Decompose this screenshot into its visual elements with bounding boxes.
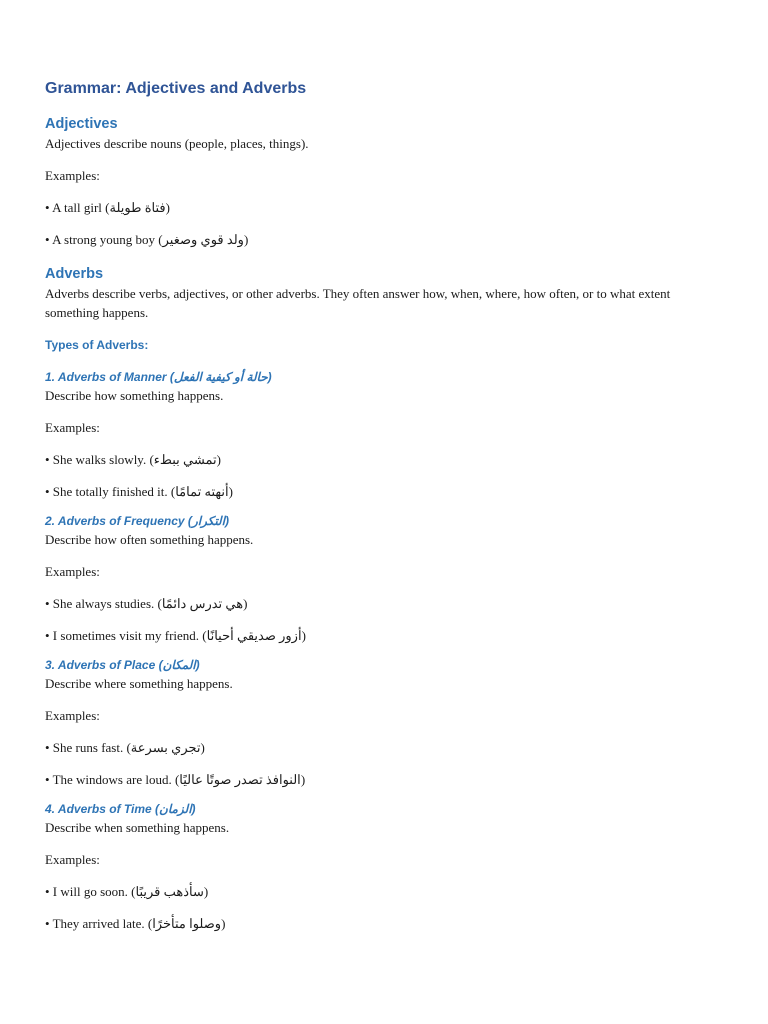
example-close: ) [200, 740, 205, 755]
heading-arabic: حالة أو كيفية الفعل [173, 370, 268, 384]
example-close: ) [243, 232, 249, 247]
example-english: • I will go soon. ( [45, 884, 136, 899]
heading-close: ) [224, 514, 229, 528]
adverbs-description: Adverbs describe verbs, adjectives, or other adverbs. They often answer how, when, where, how often, or to what extent something happens. [45, 286, 671, 320]
example-close: ) [216, 452, 221, 467]
example-english: • She runs fast. ( [45, 740, 131, 755]
heading-english: 1. Adverbs of Manner ( [45, 370, 174, 384]
example-close: ) [165, 200, 170, 215]
example-item [45, 594, 725, 613]
examples-label: Examples: [45, 708, 100, 723]
example-english: • She walks slowly. ( [45, 452, 154, 467]
example-arabic: تجري بسرعة [130, 740, 201, 755]
heading-arabic: المكان [162, 658, 196, 672]
adverb-type-manner [45, 368, 725, 501]
example-english: • She always studies. ( [45, 596, 162, 611]
adverb-type-time [45, 800, 725, 933]
example-arabic: سأذهب قريبًا [135, 884, 204, 899]
adjectives-description: Adjectives describe nouns (people, places, things). [45, 136, 309, 151]
types-of-adverbs-heading: Types of Adverbs: [45, 338, 149, 352]
example-arabic: تمشي ببطء [153, 452, 217, 467]
adverb-type-description: Describe when something happens. [45, 820, 230, 835]
example-arabic: وصلوا متأخرًا [152, 916, 222, 931]
adverb-type-heading [45, 368, 725, 386]
example-arabic: أنهته تمامًا [175, 484, 229, 499]
example-close: ) [301, 628, 306, 643]
example-close: ) [243, 596, 248, 611]
example-close: ) [300, 772, 306, 787]
heading-close: ) [195, 658, 200, 672]
adjectives-examples-label: Examples: [45, 168, 100, 183]
adverbs-heading: Adverbs [45, 266, 104, 282]
example-close: ) [221, 916, 226, 931]
example-arabic: هي تدرس دائمًا [161, 596, 244, 611]
adjectives-example [45, 230, 725, 249]
examples-label: Examples: [45, 420, 100, 435]
adverb-type-heading [45, 800, 725, 818]
example-english: • I sometimes visit my friend. ( [45, 628, 207, 643]
example-english: • She totally finished it. ( [45, 484, 176, 499]
heading-arabic: التكرار [191, 514, 225, 528]
adverb-type-frequency [45, 512, 725, 645]
example-arabic: فتاة طويلة [109, 200, 166, 215]
examples-label: Examples: [45, 564, 100, 579]
page-title: Grammar: Adjectives and Adverbs [45, 80, 307, 97]
example-close: ) [203, 884, 209, 899]
adverb-type-description: Describe where something happens. [45, 676, 233, 691]
heading-close: ) [191, 802, 196, 816]
example-item [45, 482, 725, 501]
heading-arabic: الزمان [159, 802, 192, 816]
heading-english: 3. Adverbs of Place ( [45, 658, 163, 672]
example-item [45, 882, 725, 901]
adverb-type-description: Describe how often something happens. [45, 532, 254, 547]
example-english: • The windows are loud. ( [45, 772, 180, 787]
example-english: • A tall girl ( [45, 200, 110, 215]
adverb-type-place [45, 656, 725, 789]
example-item [45, 770, 725, 789]
document-page [45, 78, 725, 933]
adjectives-example [45, 198, 725, 217]
heading-english: 2. Adverbs of Frequency ( [45, 514, 192, 528]
example-english: • They arrived late. ( [45, 916, 153, 931]
example-item [45, 450, 725, 469]
example-arabic: النوافذ تصدر صوتًا عاليًا [179, 772, 301, 787]
example-item [45, 914, 725, 933]
adjectives-heading: Adjectives [45, 116, 118, 132]
example-english: • A strong young boy ( [45, 232, 163, 247]
adverb-type-heading [45, 656, 725, 674]
example-arabic: ولد قوي وصغير [162, 232, 244, 247]
heading-close: ) [267, 370, 272, 384]
adjectives-section [45, 114, 725, 249]
example-close: ) [228, 484, 233, 499]
adverb-type-description: Describe how something happens. [45, 388, 224, 403]
examples-label: Examples: [45, 852, 100, 867]
example-item [45, 738, 725, 757]
example-arabic: أزور صديقي أحيانًا [206, 628, 302, 643]
heading-english: 4. Adverbs of Time ( [45, 802, 160, 816]
adverb-type-heading [45, 512, 725, 530]
example-item [45, 626, 725, 645]
adverbs-section [45, 264, 725, 933]
